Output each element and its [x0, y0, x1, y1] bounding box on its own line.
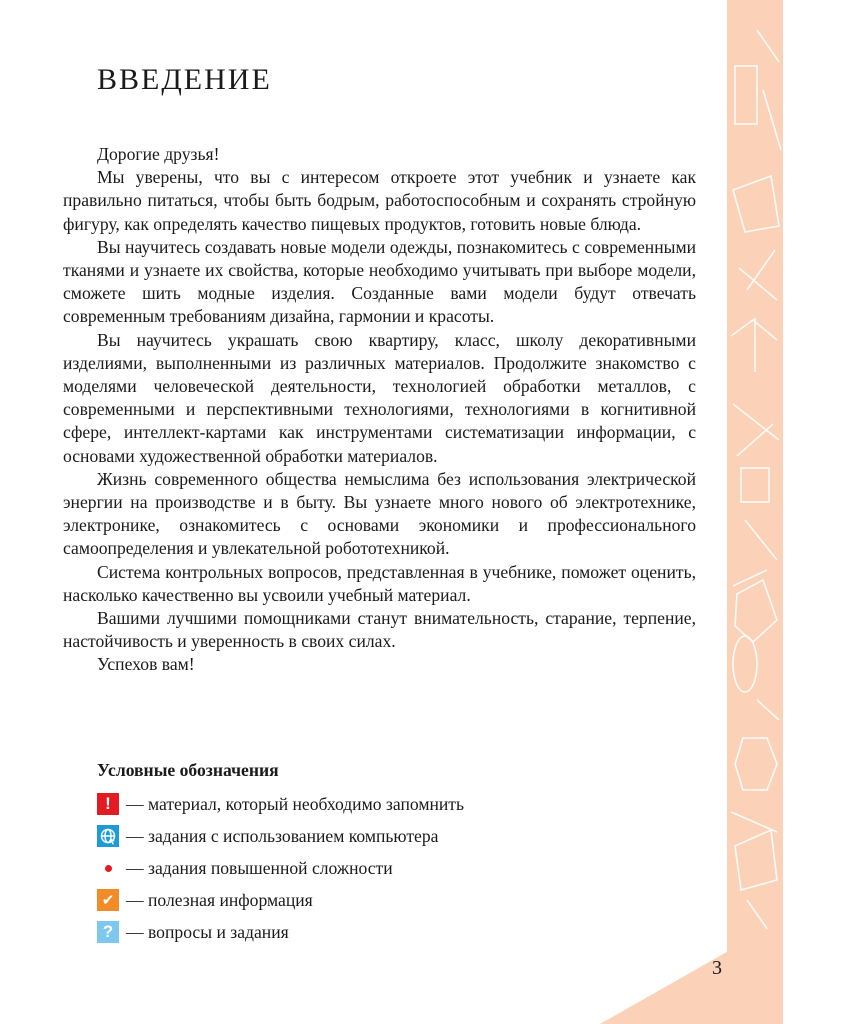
- exclamation-icon: !: [97, 793, 119, 815]
- legend-item: [97, 852, 464, 884]
- legend-item: [97, 916, 464, 948]
- paragraph: Вы научитесь украшать свою квартиру, класс, школу декоративными изделиями, выполненными из различных материалов. Продолжите знакомство с моделями человеческой деятельности, технологией обработки металлов, с современными и перспективными технологиями, технологиями в когнитивной сфере, интеллект-картами как инструментами систематизации информации, с основами художественной обработки материалов.: [63, 329, 696, 466]
- decorative-side-band: [727, 0, 783, 1024]
- dot-icon: [97, 857, 119, 879]
- paragraph: Система контрольных вопросов, представленная в учебнике, поможет оценить, насколько качественно вы усвоили учебный материал.: [63, 561, 696, 605]
- legend-item: [97, 820, 464, 852]
- legend: [97, 758, 464, 948]
- legend-item-label: — задания с использованием компьютера: [126, 825, 439, 846]
- paragraph: Жизнь современного общества немыслима без использования электрической энергии на производстве и в быту. Вы узнаете много нового об электротехнике, электронике, ознакомитесь с основами экономики и профессионального самоопределения и увлекательной робототехникой.: [63, 468, 696, 559]
- legend-item-label: — материал, который необходимо запомнить: [126, 793, 465, 814]
- globe-icon: [97, 825, 119, 847]
- checkmark-icon: ✔: [97, 889, 119, 911]
- intro-text: [63, 143, 696, 677]
- geometric-pattern-icon: [727, 0, 783, 1024]
- legend-item-label: — задания повышенной сложности: [126, 857, 393, 878]
- paragraph: Мы уверены, что вы с интересом откроете этот учебник и узнаете как правильно питаться, чтобы быть бодрым, работоспособным и сохранять стройную фигуру, как определять качество пищевых продуктов, готовить новые блюда.: [63, 167, 696, 234]
- corner-triangle: [600, 920, 783, 1024]
- page-title: ВВЕДЕНИЕ: [97, 63, 272, 96]
- legend-item: [97, 884, 464, 916]
- legend-heading: Условные обозначения: [97, 760, 279, 780]
- paragraph-closing: Успехов вам!: [97, 654, 195, 675]
- paragraph-greeting: Дорогие друзья!: [97, 144, 220, 164]
- legend-item-label: — полезная информация: [126, 889, 313, 910]
- question-icon: ?: [97, 921, 119, 943]
- legend-item-label: — вопросы и задания: [126, 921, 289, 942]
- page-number: 3: [712, 957, 722, 979]
- paragraph: Вашими лучшими помощниками станут внимательность, старание, терпение, настойчивость и уверенность в своих силах.: [63, 608, 696, 652]
- legend-item: [97, 788, 464, 820]
- paragraph: Вы научитесь создавать новые модели одежды, познакомитесь с современными тканями и узнаете их свойства, которые необходимо учитывать при выборе модели, сможете шить модные изделия. Созданные вами модели будут отвечать современным требованиям дизайна, гармонии и красоты.: [63, 236, 696, 327]
